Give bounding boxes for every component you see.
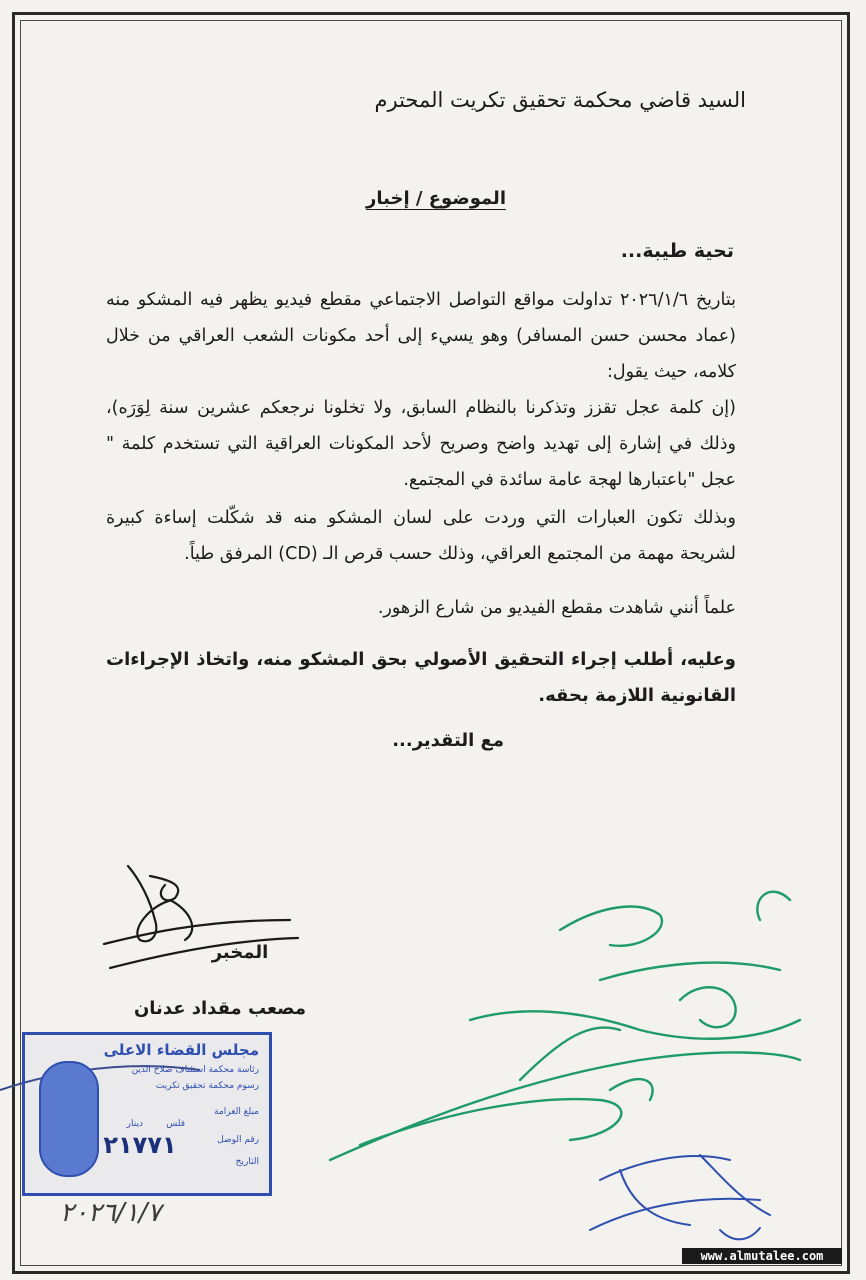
- clerk-handwritten-signature: [590, 1155, 770, 1239]
- greeting-line: تحية طيبة...: [620, 240, 734, 262]
- addressee-line: السيد قاضي محكمة تحقيق تكريت المحترم: [374, 88, 746, 112]
- stamp-emblem-icon: [39, 1061, 99, 1177]
- subject-line: الموضوع / إخبار: [366, 188, 506, 209]
- stamp-dinar-label: دينار: [126, 1119, 143, 1129]
- stamp-date-label: التاريخ: [235, 1157, 259, 1167]
- paragraph-witness: علماً أنني شاهدت مقطع الفيديو من شارع الزهور.: [377, 598, 736, 618]
- court-fee-stamp: [22, 1032, 272, 1196]
- paragraph-request: وعليه، أطلب إجراء التحقيق الأصولي بحق المشكو منه، واتخاذ الإجراءات القانونية اللازمة بحقه.: [106, 649, 736, 706]
- stamp-title: مجلس القضاء الاعلى: [103, 1041, 259, 1059]
- stamp-court-line: رئاسة محكمة استئناف صلاح الدين: [131, 1065, 259, 1075]
- paragraph-offense: وبذلك تكون العبارات التي وردت على لسان المشكو منه قد شكّلت إساءة كبيرة لشريحة مهمة من المجتمع العراقي، وذلك حسب قرص الـ (CD) المرفق طياً.: [106, 508, 736, 564]
- paragraph-quote: (إن كلمة عجل تقزز وتذكرنا بالنظام السابق، ولا تخلونا نرجعكم عشرين سنة لِوَرَه)، وذلك في إشارة إلى تهديد واضح وصريح لأحد المكونات العراقية التي تستخدم كلمة " عجل "باعتبارها لهجة عامة سائدة في المجتمع.: [106, 398, 736, 490]
- stamp-fees-line: رسوم محكمة تحقيق تكريت: [155, 1081, 259, 1091]
- stamp-receipt-label: رقم الوصل: [217, 1135, 259, 1145]
- closing-line: مع التقدير...: [392, 730, 504, 751]
- stamp-receipt-number: ٢١٧٧١: [103, 1131, 177, 1159]
- paragraph-incident: بتاريخ ٢٠٢٦/١/٦ تداولت مواقع التواصل الاجتماعي مقطع فيديو يظهر فيه المشكو منه (عماد محسن حسن المسافر) وهو يسيء إلى أحد مكونات الشعب العراقي من خلال كلامه، حيث يقول:: [106, 290, 736, 382]
- informant-name: مصعب مقداد عدنان: [133, 998, 307, 1019]
- informant-label: المخبر: [211, 942, 269, 963]
- stamp-amount-label: مبلغ الغرامة: [214, 1107, 259, 1117]
- stamp-fils-label: فلس: [166, 1119, 185, 1129]
- handwritten-date: ٢٠٢٦/١/٧: [60, 1198, 162, 1228]
- footer-watermark-url: www.almutalee.com: [682, 1248, 842, 1264]
- judge-handwritten-signature: [330, 892, 800, 1160]
